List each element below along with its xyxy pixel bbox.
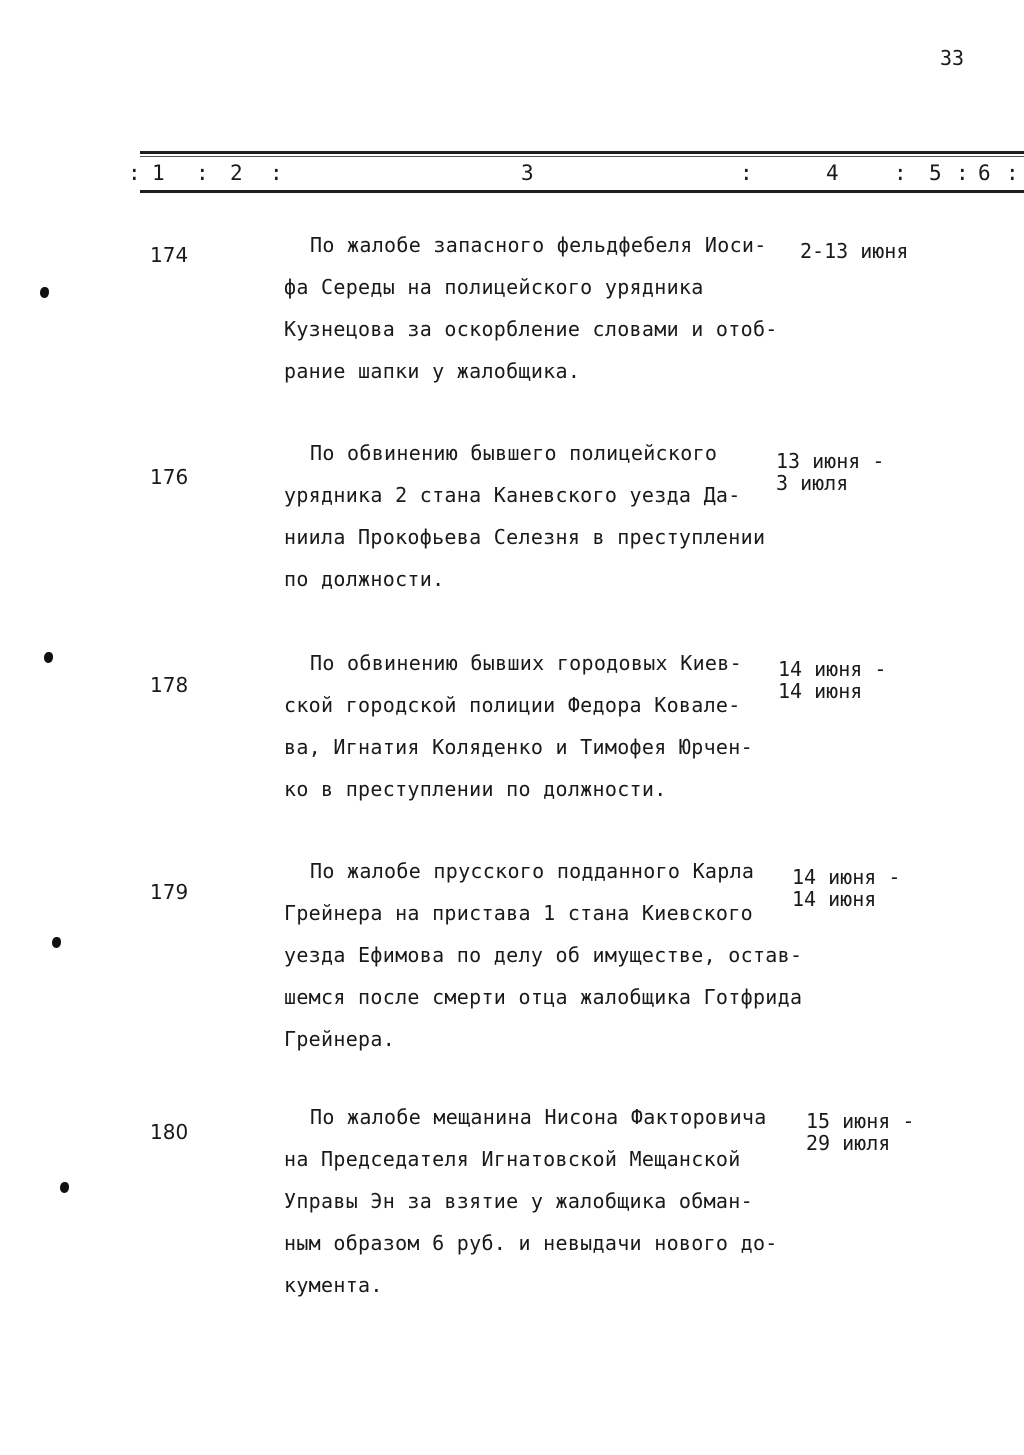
entry-line: Кузнецова за оскорбление словами и отоб- <box>284 317 778 341</box>
entry-line: Управы Эн за взятие у жалобщика обман- <box>284 1189 753 1213</box>
entry-number: 174 <box>150 243 189 267</box>
column-header-4: 4 <box>826 161 839 185</box>
entry-date-end: 14 июня <box>778 679 863 703</box>
entry-date-start: 15 июня - <box>806 1109 915 1133</box>
entry-description <box>284 1096 804 1306</box>
entry-date-start: 14 июня - <box>778 657 887 681</box>
entry-description <box>284 850 804 1060</box>
page-number: 33 <box>940 46 965 70</box>
column-header-1: 1 <box>152 161 165 185</box>
entry-line: Грейнера. <box>284 1027 396 1051</box>
entry-date <box>792 866 900 910</box>
entry-line: шемся после смерти отца жалобщика Готфрида <box>284 985 803 1009</box>
entry-date-start: 14 июня - <box>792 865 901 889</box>
column-header-6: 6 <box>978 161 991 185</box>
column-separator: : <box>894 161 907 185</box>
entry-line: ниила Прокофьева Селезня в преступлении <box>284 525 766 549</box>
entry-date <box>778 658 886 702</box>
entry-date <box>806 1110 914 1154</box>
entry-line: ва, Игнатия Коляденко и Тимофея Юрчен- <box>284 735 753 759</box>
entry-line: По жалобе мещанина Нисона Факторовича <box>310 1105 767 1129</box>
entry-description <box>284 224 804 392</box>
header-rule-bottom <box>140 190 1024 193</box>
entry-line: По жалобе запасного фельдфебеля Иоси- <box>310 233 767 257</box>
entry-line: Грейнера на пристава 1 стана Киевского <box>284 901 753 925</box>
entry-line: ко в преступлении по должности. <box>284 777 667 801</box>
entry-line: ской городской полиции Федора Ковале- <box>284 693 741 717</box>
entry-date <box>776 450 884 494</box>
column-separator: : <box>740 161 753 185</box>
entry-line: кумента. <box>284 1273 383 1297</box>
entry-line: ным образом 6 руб. и невыдачи нового до- <box>284 1231 778 1255</box>
binding-hole-mark <box>40 287 49 298</box>
entry-date-start: 13 июня - <box>776 449 885 473</box>
binding-hole-mark <box>52 937 61 948</box>
binding-hole-mark <box>60 1182 69 1193</box>
column-separator: : <box>196 161 209 185</box>
entry-line: уезда Ефимова по делу об имуществе, остав- <box>284 943 803 967</box>
entry-date-start: 2-13 июня <box>800 239 909 263</box>
entry-date <box>800 240 908 262</box>
entry-number: 178 <box>150 673 189 697</box>
column-header-2: 2 <box>230 161 243 185</box>
column-separator: : <box>128 161 141 185</box>
entry-description <box>284 432 804 600</box>
entry-number: 176 <box>150 465 189 489</box>
entry-date-end: 14 июня <box>792 887 877 911</box>
entry-line: По жалобе прусского подданного Карла <box>310 859 755 883</box>
entry-description <box>284 642 804 810</box>
entry-number: 179 <box>150 880 189 904</box>
entry-number: 180 <box>150 1120 189 1144</box>
binding-hole-mark <box>44 652 53 663</box>
column-separator: : <box>1006 161 1019 185</box>
column-header-3: 3 <box>521 161 534 185</box>
entry-line: по должности. <box>284 567 445 591</box>
column-header-5: 5 <box>929 161 942 185</box>
entry-line: фа Середы на полицейского урядника <box>284 275 704 299</box>
entry-line: на Председателя Игнатовской Мещанской <box>284 1147 741 1171</box>
header-rule-top <box>140 151 1024 154</box>
entry-date-end: 3 июля <box>776 471 849 495</box>
entry-line: рание шапки у жалобщика. <box>284 359 581 383</box>
entry-date-end: 29 июля <box>806 1131 891 1155</box>
entry-line: По обвинению бывших городовых Киев- <box>310 651 742 675</box>
column-separator: : <box>270 161 283 185</box>
entry-line: урядника 2 стана Каневского уезда Да- <box>284 483 741 507</box>
entry-line: По обвинению бывшего полицейского <box>310 441 718 465</box>
header-rule-top-thin <box>140 156 1024 157</box>
column-separator: : <box>956 161 969 185</box>
